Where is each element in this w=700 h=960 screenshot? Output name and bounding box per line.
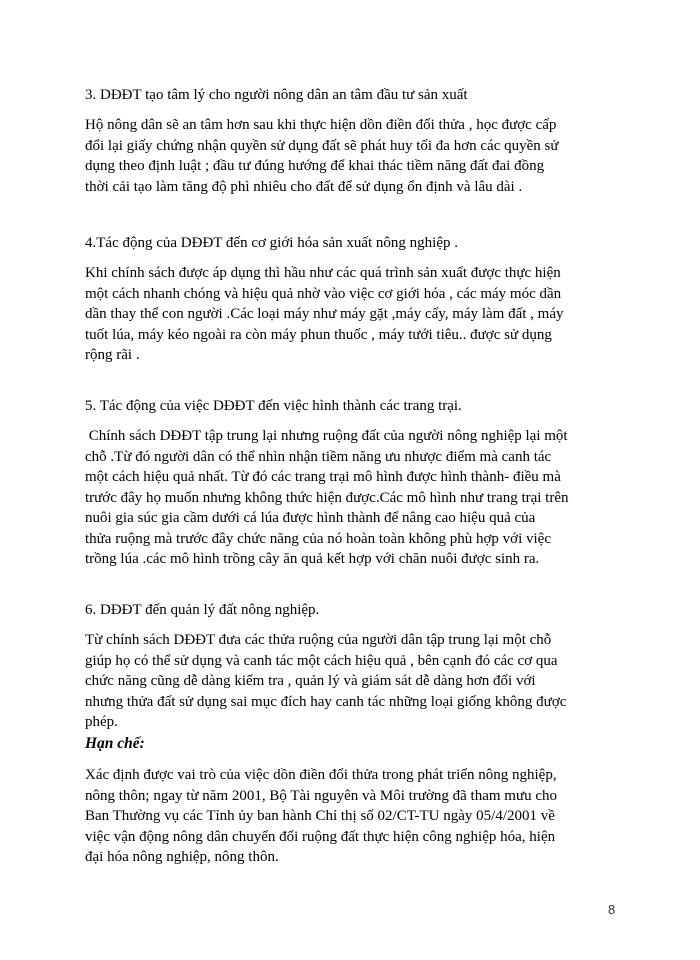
text-line: nông thôn; ngay từ năm 2001, Bộ Tài nguyên và Môi trường đã tham mưu cho	[85, 787, 557, 804]
text-line: thửa ruộng mà trước đây chức năng của nó hoàn toàn không phù hợp với việc	[85, 530, 551, 547]
text-line: Hộ nông dân sẽ an tâm hơn sau khi thực hiện dồn điền đổi thửa , học được cấp	[85, 117, 557, 133]
text-line: Khi chính sách được áp dụng thì hầu như các quá trình sản xuất được thực hiện	[85, 265, 561, 281]
limitations-paragraph	[85, 765, 625, 868]
section-3-heading: 3. DĐĐT tạo tâm lý cho người nông dân an tâm đầu tư sản xuất	[85, 87, 468, 103]
text-line: rộng rãi .	[85, 347, 140, 363]
section-4-heading: 4.Tác động của DĐĐT đến cơ giới hóa sản xuất nông nghiệp .	[85, 235, 459, 251]
text-line: dụng theo định luật ; đầu tư đúng hướng để khai thác tiềm năng đất đai đồng	[85, 158, 545, 174]
text-line: chỗ .Từ đó người dân có thể nhìn nhận tiềm năng ưu nhược điểm mà canh tác	[85, 448, 552, 465]
text-line: dần thay thế con người .Các loại máy như máy gặt ,máy cấy, máy làm đất , máy	[85, 306, 564, 322]
text-line: chức năng cũng dễ dàng kiểm tra , quản lý và giám sát dễ dàng hơn đối với	[85, 673, 536, 689]
limitations-heading: Hạn chế:	[85, 735, 145, 752]
text-line: nhưng thửa đất sử dụng sai mục đích hay canh tác những loại giống không được	[85, 693, 567, 710]
section-5-paragraph	[85, 426, 625, 570]
text-line: nuôi gia súc gia cầm dưới cá lúa được hình thành để nâng cao hiệu quả của	[85, 510, 536, 526]
text-line: thời cải tạo làm tăng độ phì nhiêu cho đất để sử dụng ổn định và lâu dài .	[85, 178, 523, 195]
text-line: việc vận động nông dân chuyển đổi ruộng đất thực hiện công nghiệp hóa, hiện	[85, 828, 556, 845]
text-line: Ban Thường vụ các Tỉnh ủy ban hành Chỉ thị số 02/CT-TU ngày 05/4/2001 về	[85, 808, 555, 824]
section-6-heading: 6. DĐĐT đến quản lý đất nông nghiệp.	[85, 602, 320, 618]
text-line: Từ chính sách DĐĐT đưa các thửa ruộng của người dân tập trung lại một chỗ	[85, 632, 552, 648]
section-6-paragraph	[85, 630, 625, 733]
section-3-paragraph	[85, 115, 625, 197]
text-line: Xác định được vai trò của việc dồn điền đổi thửa trong phát triển nông nghiệp,	[85, 767, 557, 783]
page-number: 8	[608, 902, 616, 917]
text-line: trồng lúa .các mô hình trồng cây ăn quả kết hợp với chăn nuôi được sinh ra.	[85, 551, 540, 567]
text-line: đại hóa nông nghiệp, nông thôn.	[85, 849, 279, 865]
section-4-paragraph	[85, 263, 625, 366]
text-line: tuốt lúa, máy kéo ngoài ra còn máy phun thuốc , máy tưới tiêu.. được sử dụng	[85, 326, 552, 343]
text-line: một cách nhanh chóng và hiệu quả nhờ vào việc cơ giới hóa , các máy móc dần	[85, 285, 562, 302]
section-5-heading: 5. Tác động của việc DĐĐT đến việc hình thành các trang trại.	[85, 398, 462, 414]
text-line: Chính sách DĐĐT tập trung lại nhưng ruộng đất của người nông nghiệp lại một	[85, 428, 568, 444]
text-line: trước đây họ muốn nhưng không thức hiện được.Các mô hình như trang trại trên	[85, 489, 569, 506]
text-line: một cách hiệu quả nhất. Từ đó các trang trại mô hình được hình thành- điều mà	[85, 469, 561, 485]
text-line: phép.	[85, 714, 118, 730]
text-line: đổi lại giấy chứng nhận quyền sử dụng đất sẽ phát huy tối đa hơn các quyền sử	[85, 137, 559, 154]
text-line: giúp họ có thể sử dụng và canh tác một cách hiệu quả , bên cạnh đó các cơ qua	[85, 652, 558, 669]
